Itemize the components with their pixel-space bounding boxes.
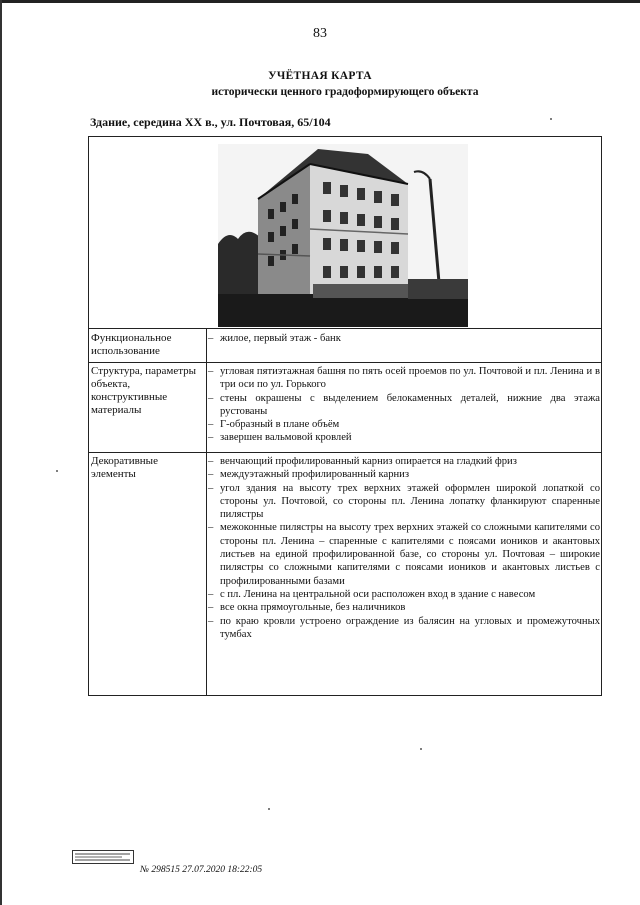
row-items-structure bbox=[206, 365, 600, 445]
list-item: – Г-образный в плане объём bbox=[208, 419, 340, 431]
scan-speck bbox=[56, 470, 58, 472]
scan-border-top bbox=[0, 0, 640, 3]
list-item: – стены окрашены с выделением белокаменных деталей, нижние два этажа рустованы bbox=[208, 392, 600, 417]
list-item: – завершен вальмовой кровлей bbox=[208, 432, 352, 444]
scan-speck bbox=[550, 118, 552, 120]
list-item: – с пл. Ленина на центральной оси расположен вход в здание с навесом bbox=[208, 588, 536, 600]
document-subtitle: исторически ценного градоформирующего объекта bbox=[211, 86, 479, 98]
row-items-decor bbox=[206, 455, 600, 641]
row-divider bbox=[88, 362, 602, 363]
list-item: – угловая пятиэтажная башня по пять осей проемов по ул. Почтовой и пл. Ленина и в три оси по ул. Горького bbox=[208, 366, 600, 391]
scan-speck bbox=[420, 748, 422, 750]
row-divider bbox=[88, 328, 602, 329]
list-item: – жилое, первый этаж - банк bbox=[208, 333, 341, 344]
registry-stamp-icon bbox=[72, 850, 134, 864]
document-title: УЧЁТНАЯ КАРТА bbox=[268, 70, 372, 82]
document-registration-stamp: № 298515 27.07.2020 18:22:05 bbox=[140, 865, 263, 875]
scan-border-left bbox=[0, 0, 2, 905]
row-label-function: Функциональное использование bbox=[91, 332, 172, 357]
building-photo-icon bbox=[218, 144, 468, 327]
list-item: – междуэтажный профилированный карниз bbox=[208, 469, 410, 481]
record-card-table bbox=[88, 136, 602, 696]
list-item: – по краю кровли устроено ограждение из балясин на угловых и промежуточных тумбах bbox=[208, 615, 600, 640]
row-items-function bbox=[206, 332, 600, 345]
list-item: – межоконные пилястры на высоту трех верхних этажей со сложными капителями со стороны пл. Ленина – спаренные с капителями с поясами иоников и акантовых листьев на единой профилированной базе, со стороны ул. Почтовая – широкие пилястры со сложными капителями с поясами иоников и акантовых листьев с профилированными базами bbox=[208, 522, 600, 587]
list-item: – венчающий профилированный карниз опирается на гладкий фриз bbox=[208, 456, 517, 467]
photo-row bbox=[88, 136, 602, 329]
page-number: 83 bbox=[313, 26, 327, 41]
building-photo bbox=[218, 144, 468, 327]
row-label-structure: Структура, параметры объекта, конструктивные материалы bbox=[91, 365, 197, 416]
row-label-decor: Декоративные элементы bbox=[91, 455, 158, 480]
object-name: Здание, середина XX в., ул. Почтовая, 65/104 bbox=[90, 115, 331, 129]
list-item: – все окна прямоугольные, без наличников bbox=[208, 602, 406, 614]
list-item: – угол здания на высоту трех верхних этажей оформлен широкой лопаткой со стороны ул. Почтовой, со стороны пл. Ленина лопатку фланкируют спаренные пилястры bbox=[208, 482, 600, 521]
scan-speck bbox=[268, 808, 270, 810]
row-divider bbox=[88, 452, 602, 453]
